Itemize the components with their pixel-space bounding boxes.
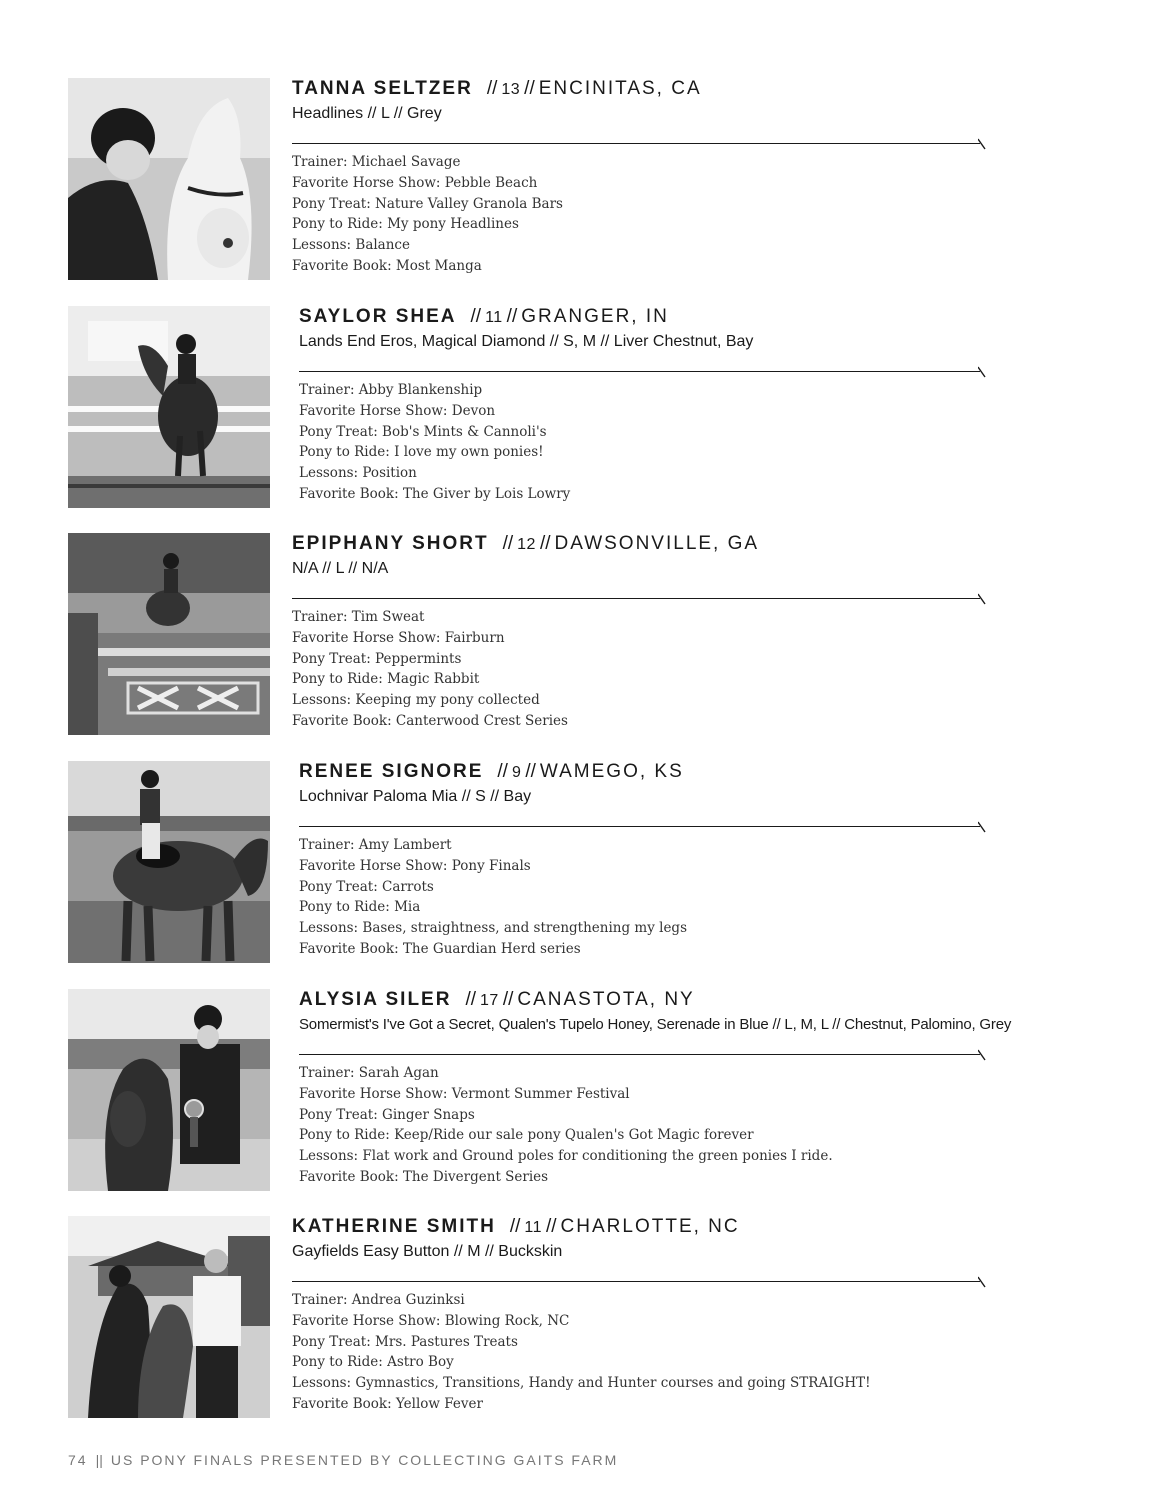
- detail-trainer: Trainer: Michael Savage: [292, 154, 461, 170]
- detail-lessons: Lessons: Position: [299, 465, 417, 482]
- rider-photo: [68, 306, 270, 508]
- rider-name: TANNA SELTZER: [292, 78, 473, 99]
- pony-info: Lochnivar Paloma Mia // S // Bay: [299, 788, 532, 805]
- detail-pony-treat: Pony Treat: Carrots: [299, 878, 434, 895]
- detail-pony-to-ride: Pony to Ride: Mia: [299, 899, 421, 916]
- detail-favorite-show: Favorite Horse Show: Pebble Beach: [292, 174, 538, 191]
- rule-end-tick-icon: [978, 366, 986, 378]
- rider-profile-epiphany-short: [68, 533, 1128, 737]
- detail-favorite-book: Favorite Book: The Giver by Lois Lowry: [299, 485, 571, 502]
- divider-rule: [299, 821, 986, 833]
- rule-end-tick-icon: [978, 1049, 986, 1061]
- detail-lessons: Lessons: Flat work and Ground poles for conditioning the green ponies I ride.: [299, 1148, 833, 1165]
- rider-heading: SAYLOR SHEA // 11 // GRANGER, IN: [299, 306, 669, 327]
- detail-trainer: Trainer: Abby Blankenship: [299, 382, 483, 398]
- pony-info: Somermist's I've Got a Secret, Qualen's Tupelo Honey, Serenade in Blue // L, M, L // Chestnut, Palomino, Grey: [299, 1016, 1012, 1033]
- rider-photo: [68, 1216, 270, 1418]
- rider-photo-image: [68, 989, 270, 1191]
- rule-end-tick-icon: [978, 821, 986, 833]
- rider-profile-saylor-shea: [68, 306, 1128, 510]
- detail-favorite-show: Favorite Horse Show: Pony Finals: [299, 857, 531, 874]
- rider-details: [299, 1063, 1011, 1188]
- divider-rule: [299, 366, 986, 378]
- divider-rule: [299, 1049, 986, 1061]
- pony-info: Gayfields Easy Button // M // Buckskin: [292, 1243, 563, 1260]
- detail-pony-treat: Pony Treat: Peppermints: [292, 650, 462, 667]
- rider-heading: ALYSIA SILER // 17 // CANASTOTA, NY: [299, 989, 695, 1010]
- rider-age: 11: [524, 1219, 542, 1236]
- rider-photo-image: [68, 306, 270, 508]
- detail-favorite-book: Favorite Book: Yellow Fever: [292, 1395, 483, 1412]
- rider-age: 9: [511, 764, 522, 781]
- detail-pony-treat: Pony Treat: Ginger Snaps: [299, 1106, 475, 1123]
- rider-photo-image: [68, 78, 270, 280]
- pony-info: N/A // L // N/A: [292, 560, 389, 577]
- rider-details: [292, 152, 986, 277]
- rider-name: RENEE SIGNORE: [299, 761, 484, 782]
- detail-pony-to-ride: Pony to Ride: Keep/Ride our sale pony Qualen's Got Magic forever: [299, 1127, 754, 1144]
- rider-profile-alysia-siler: [68, 989, 1128, 1193]
- rider-age: 11: [485, 309, 503, 326]
- detail-favorite-book: Favorite Book: Canterwood Crest Series: [292, 712, 568, 729]
- detail-pony-to-ride: Pony to Ride: I love my own ponies!: [299, 444, 544, 461]
- rider-hometown: GRANGER, IN: [521, 306, 669, 327]
- detail-favorite-book: Favorite Book: The Divergent Series: [299, 1168, 549, 1185]
- rider-heading: TANNA SELTZER // 13 // ENCINITAS, CA: [292, 78, 702, 99]
- rider-hometown: CHARLOTTE, NC: [560, 1216, 740, 1237]
- rider-name: EPIPHANY SHORT: [292, 533, 489, 554]
- rider-name: ALYSIA SILER: [299, 989, 452, 1010]
- detail-pony-treat: Pony Treat: Mrs. Pastures Treats: [292, 1333, 518, 1350]
- divider-rule: [292, 138, 986, 150]
- footer-divider: ||: [95, 1452, 103, 1468]
- divider-rule: [292, 593, 986, 605]
- detail-lessons: Lessons: Gymnastics, Transitions, Handy and Hunter courses and going STRAIGHT!: [292, 1375, 871, 1392]
- rider-details: [292, 607, 986, 732]
- detail-lessons: Lessons: Balance: [292, 237, 410, 254]
- rider-photo-image: [68, 533, 270, 735]
- detail-trainer: Trainer: Andrea Guzinksi: [292, 1292, 465, 1308]
- rider-age: 12: [517, 536, 536, 553]
- rider-profile-tanna-seltzer: [68, 78, 1128, 282]
- rider-photo: [68, 78, 270, 280]
- divider-rule: [292, 1276, 986, 1288]
- page-number: 74: [68, 1452, 88, 1468]
- rider-age: 13: [501, 81, 521, 98]
- rider-name: SAYLOR SHEA: [299, 306, 457, 327]
- detail-favorite-book: Favorite Book: The Guardian Herd series: [299, 940, 581, 957]
- rider-details: [299, 380, 986, 505]
- detail-lessons: Lessons: Keeping my pony collected: [292, 692, 540, 709]
- rider-age: 17: [480, 992, 499, 1009]
- rider-profile-katherine-smith: [68, 1216, 1128, 1420]
- detail-favorite-show: Favorite Horse Show: Blowing Rock, NC: [292, 1312, 570, 1329]
- detail-pony-to-ride: Pony to Ride: Astro Boy: [292, 1354, 454, 1371]
- detail-trainer: Trainer: Tim Sweat: [292, 609, 425, 625]
- rule-end-tick-icon: [978, 138, 986, 150]
- detail-favorite-show: Favorite Horse Show: Vermont Summer Festival: [299, 1085, 630, 1102]
- detail-favorite-book: Favorite Book: Most Manga: [292, 257, 482, 274]
- rider-hometown: WAMEGO, KS: [539, 761, 684, 782]
- rule-end-tick-icon: [978, 593, 986, 605]
- detail-favorite-show: Favorite Horse Show: Fairburn: [292, 629, 505, 646]
- rider-heading: EPIPHANY SHORT // 12 // DAWSONVILLE, GA: [292, 533, 760, 554]
- rider-photo-image: [68, 1216, 270, 1418]
- rider-hometown: ENCINITAS, CA: [538, 78, 702, 99]
- rider-photo: [68, 761, 270, 963]
- rider-heading: KATHERINE SMITH // 11 // CHARLOTTE, NC: [292, 1216, 740, 1237]
- rider-hometown: DAWSONVILLE, GA: [554, 533, 760, 554]
- detail-lessons: Lessons: Bases, straightness, and strengthening my legs: [299, 920, 688, 937]
- rider-profile-renee-signore: [68, 761, 1128, 965]
- pony-info: Headlines // L // Grey: [292, 105, 442, 122]
- pony-info: Lands End Eros, Magical Diamond // S, M // Liver Chestnut, Bay: [299, 333, 754, 350]
- rider-photo-image: [68, 761, 270, 963]
- rider-photo: [68, 533, 270, 735]
- rider-name: KATHERINE SMITH: [292, 1216, 496, 1237]
- detail-pony-treat: Pony Treat: Nature Valley Granola Bars: [292, 195, 563, 212]
- detail-pony-treat: Pony Treat: Bob's Mints & Cannoli's: [299, 423, 547, 440]
- rider-heading: RENEE SIGNORE // 9 // WAMEGO, KS: [299, 761, 684, 782]
- detail-favorite-show: Favorite Horse Show: Devon: [299, 402, 496, 419]
- rider-details: [299, 835, 986, 960]
- rider-hometown: CANASTOTA, NY: [517, 989, 695, 1010]
- detail-trainer: Trainer: Amy Lambert: [299, 837, 452, 853]
- page-footer: [68, 1452, 618, 1468]
- detail-pony-to-ride: Pony to Ride: My pony Headlines: [292, 216, 519, 233]
- publication-title: US PONY FINALS PRESENTED BY COLLECTING GAITS FARM: [110, 1452, 619, 1468]
- rider-details: [292, 1290, 986, 1415]
- detail-trainer: Trainer: Sarah Agan: [299, 1065, 439, 1081]
- detail-pony-to-ride: Pony to Ride: Magic Rabbit: [292, 671, 480, 688]
- rider-photo: [68, 989, 270, 1191]
- rule-end-tick-icon: [978, 1276, 986, 1288]
